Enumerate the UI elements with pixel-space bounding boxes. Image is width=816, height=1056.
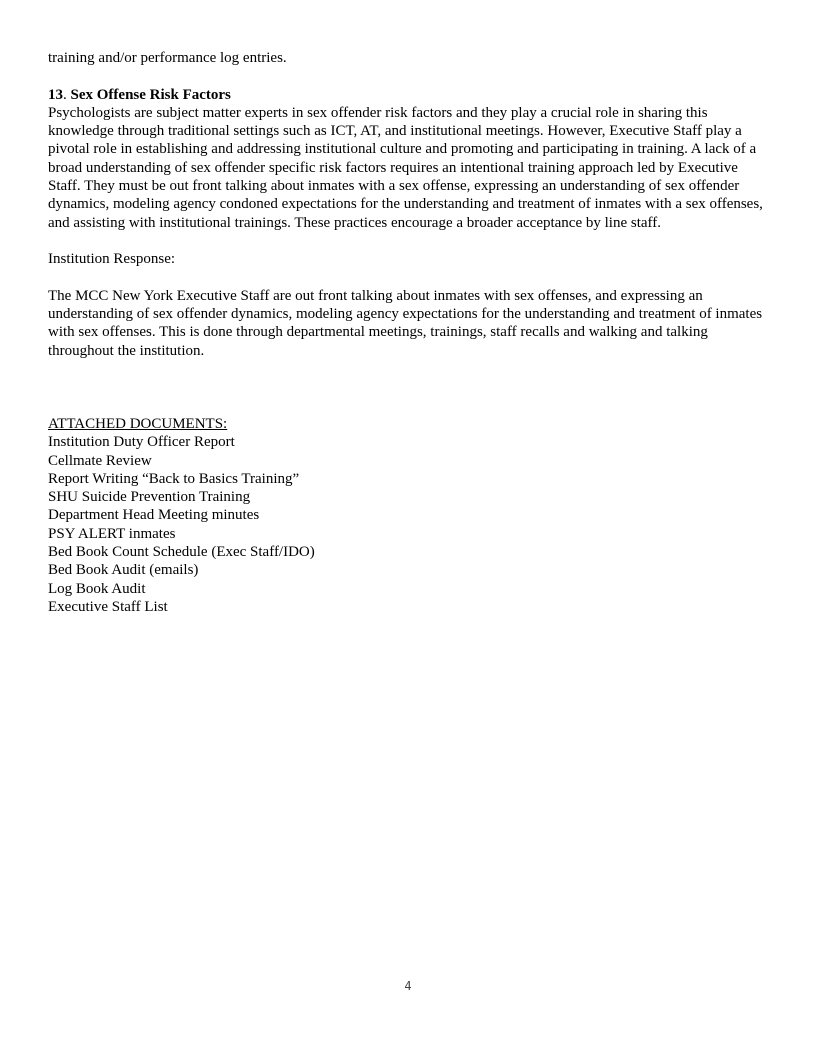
section-13-number: 13 — [48, 86, 63, 103]
attached-document-item: Department Head Meeting minutes — [48, 507, 260, 524]
attached-document-item: Institution Duty Officer Report — [48, 434, 235, 451]
attached-document-item: Executive Staff List — [48, 598, 168, 615]
spacer — [48, 67, 770, 85]
document-page — [48, 49, 770, 616]
attached-documents-heading: ATTACHED DOCUMENTS: — [48, 415, 228, 432]
spacer — [48, 232, 770, 250]
attached-document-item: Bed Book Count Schedule (Exec Staff/IDO) — [48, 544, 315, 561]
spacer — [48, 360, 770, 415]
attached-document-item: Cellmate Review — [48, 452, 152, 469]
section-13-body: Psychologists are subject matter experts in sex offender risk factors and they play a crucial role in sharing this knowledge through traditional settings such as ICT, AT, and institutional meetings. However, Executive Staff play a pivotal role in establishing and addressing institutional culture and promoting and participating in training. A lack of a broad understanding of sex offender specific risk factors requires an intentional training approach led by Executive Staff. They must be out front talking about inmates with a sex offense, expressing an understanding of sex offender dynamics, modeling agency condoned expectations for the understanding and treatment of inmates with a sex offenses, and assisting with institutional trainings. These practices encourage a broader acceptance by line staff. — [48, 104, 763, 231]
attached-document-item: SHU Suicide Prevention Training — [48, 489, 251, 506]
attached-document-item: Bed Book Audit (emails) — [48, 562, 199, 579]
page-number: 4 — [404, 979, 412, 993]
section-13-separator: . — [63, 86, 71, 103]
institution-response-text: The MCC New York Executive Staff are out front talking about inmates with sex offenses, and expressing an understanding of sex offender dynamics, modeling agency expectations for the understanding and treatment of inmates with sex offenses. This is done through departmental meetings, trainings, staff recalls and walking and talking throughout the institution. — [48, 287, 763, 359]
attached-document-item: Report Writing “Back to Basics Training” — [48, 470, 300, 487]
attached-document-item: PSY ALERT inmates — [48, 525, 176, 542]
section-13-title: Sex Offense Risk Factors — [70, 86, 231, 103]
attached-documents-list — [48, 433, 770, 616]
continuation-line: training and/or performance log entries. — [48, 50, 287, 66]
section-13-heading — [48, 86, 770, 104]
institution-response-label: Institution Response: — [48, 251, 176, 268]
spacer — [48, 269, 770, 287]
attached-document-item: Log Book Audit — [48, 580, 146, 597]
